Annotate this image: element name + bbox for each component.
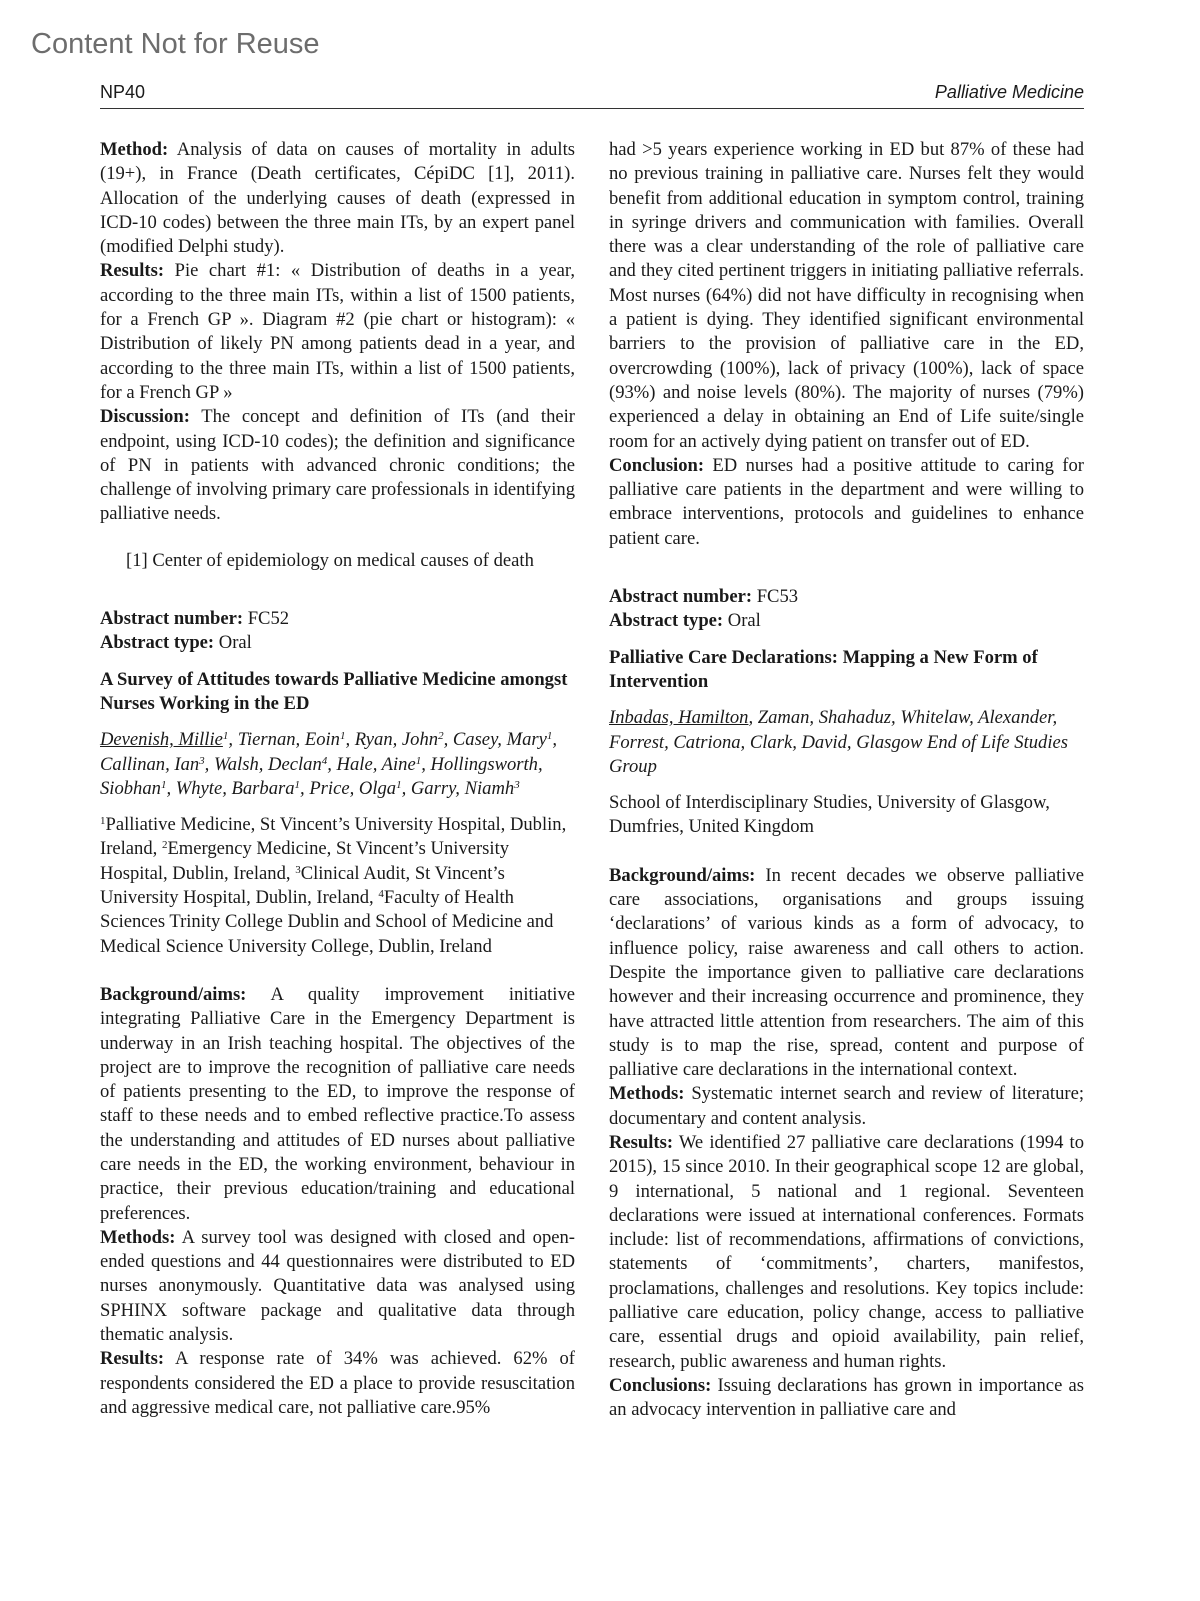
- abstract-type-value: Oral: [723, 610, 761, 632]
- author-superscript: 3: [199, 754, 205, 767]
- author-name: , Tiernan, Eoin: [228, 729, 340, 751]
- abstract-type-label: Abstract type:: [609, 610, 724, 632]
- author-name: , Price, Olga: [300, 777, 397, 799]
- reference-1: [1] Center of epidemiology on medical causes of death: [126, 549, 534, 571]
- abstract-type-value: Oral: [214, 632, 252, 654]
- page-number: NP40: [100, 82, 146, 102]
- methods-paragraph: [100, 1226, 575, 1347]
- background-text: A quality improvement initiative integrating Palliative Care in the Emergency Department is underway in an Irish teaching hospital. The objectives of the project are to improve the recognition of palliative care needs of patients presenting to the ED, to improve the response of staff to these needs and to embed reflective practice.To assess the understanding and attitudes of ED nurses about palliative care needs in the ED, the working environment, behaviour in practice, their previous education/training and educational preferences.: [100, 983, 575, 1224]
- method-text: Analysis of data on causes of mortality in adults (19+), in France (Death certificates, CépiDC [1], 2011). Allocation of the underlying causes of death (expressed in ICD-10 codes) between the three main ITs, by an expert panel (modified Delphi study).: [100, 139, 575, 258]
- affiliation-text: Clinical Audit, St Vincent’s University Hospital, Dublin, Ireland,: [100, 862, 505, 909]
- method-paragraph: [100, 138, 575, 259]
- author-list-fc53: [609, 706, 1084, 779]
- background-text: In recent decades we observe palliative care associations, organisations and groups issuing ‘declarations’ of various kinds as a form of advocacy, to influence policy, raise awareness and call others to action. Despite the importance given to palliative care declarations however and their increasing occurrence and prominence, they have attracted little attention from researchers. The aim of this study is to map the rise, spread, content and purpose of palliative care declarations in the international context.: [609, 864, 1084, 1081]
- affiliation-superscript: 2: [161, 839, 168, 852]
- discussion-text: The concept and definition of ITs (and their endpoint, using ICD-10 codes); the definition and significance of PN in patients with advanced chronic conditions; the challenge of involving primary care professionals in identifying palliative needs.: [100, 406, 575, 525]
- author-superscript: 1: [160, 778, 167, 791]
- abstract-type-fc53: [609, 609, 1084, 633]
- methods-label: Methods:: [609, 1083, 685, 1105]
- affiliation-text: Faculty of Health Sciences Trinity College Dublin and School of Medicine and Medical Science University College, Dublin, Ireland: [100, 887, 554, 957]
- discussion-paragraph: [100, 405, 575, 526]
- conclusion-paragraph: [609, 454, 1084, 551]
- conclusion-text: ED nurses had a positive attitude to caring for palliative care patients in the department and were willing to embrace interventions, protocols and guidelines to enhance patient care.: [609, 454, 1084, 549]
- discussion-label: Discussion:: [100, 406, 190, 428]
- results-paragraph: [100, 259, 575, 405]
- abstract-number-fc53: [609, 585, 1084, 609]
- background-label: Background/aims:: [609, 864, 756, 886]
- methods-label: Methods:: [100, 1226, 176, 1248]
- author-superscript: 1: [546, 730, 553, 743]
- abstract-title-fc53: Palliative Care Declarations: Mapping a New Form of Intervention: [609, 646, 1038, 692]
- abstract-type-fc52: [100, 631, 575, 655]
- author-superscript: 1: [222, 730, 229, 743]
- presenting-author: Devenish, Millie: [100, 729, 223, 751]
- abstract-number-label: Abstract number:: [100, 608, 244, 630]
- conclusions-label: Conclusions:: [609, 1374, 712, 1396]
- abstract-number-value: FC53: [752, 586, 799, 608]
- presenting-author: Inbadas, Hamilton: [609, 707, 749, 729]
- journal-name: Palliative Medicine: [934, 82, 1084, 102]
- affiliation-text: Emergency Medicine, St Vincent’s University Hospital, Dublin, Ireland,: [100, 838, 510, 884]
- background-paragraph-fc53: [609, 864, 1084, 1083]
- author-name: , Garry, Niamh: [401, 777, 515, 799]
- results-label: Results:: [100, 1348, 165, 1370]
- author-superscript: 1: [396, 778, 402, 791]
- author-name: , Walsh, Declan: [204, 753, 322, 775]
- left-column: [100, 138, 575, 1420]
- conclusions-text: Issuing declarations has grown in importance as an advocacy intervention in palliative care and: [609, 1374, 1084, 1421]
- results-text: Pie chart #1: « Distribution of deaths in a year, according to the three main ITs, within a list of 1500 patients, for a French GP ». Diagram #2 (pie chart or histogram): « Distribution of likely PN among patients dead in a year, and according to the three main ITs, within a list of 1500 patients, for a French GP »: [100, 260, 575, 403]
- affiliation-fc53: School of Interdisciplinary Studies, University of Glasgow, Dumfries, United Kingdom: [609, 792, 1050, 838]
- author-name: , Casey, Mary: [443, 729, 547, 751]
- author-name: , Callinan, Ian: [100, 729, 558, 775]
- author-superscript: 1: [294, 778, 301, 791]
- author-superscript: 1: [415, 754, 422, 767]
- author-name: , Hale, Aine: [327, 753, 416, 775]
- watermark: Content Not for Reuse: [31, 28, 320, 60]
- continuation-paragraph: had >5 years experience working in ED but 87% of these had no previous training in palliative care. Nurses felt they would benefit from additional education in symptom control, training in syringe drivers and communication with families. Overall there was a clear understanding of the role of palliative care and they cited pertinent triggers in initiating palliative referrals. Most nurses (64%) did not have difficulty in recognising when a patient is dying. They identified significant environmental barriers to the provision of palliative care in the ED, overcrowding (100%), lack of privacy (100%), lack of space (93%) and noise levels (80%). The majority of nurses (79%) experienced a delay in obtaining an End of Life suite/single room for an actively dying patient on transfer out of ED.: [609, 139, 1084, 452]
- results-text: A response rate of 34% was achieved. 62% of respondents considered the ED a place to provide resuscitation and aggressive medical care, not palliative care.95%: [100, 1348, 575, 1418]
- author-name: , Whyte, Barbara: [166, 777, 295, 799]
- background-paragraph: [100, 983, 575, 1226]
- results-paragraph-fc52: [100, 1347, 575, 1420]
- abstract-number-value: FC52: [243, 608, 290, 630]
- affiliation-superscript: 4: [378, 888, 384, 901]
- results-label: Results:: [609, 1131, 674, 1153]
- results-text: We identified 27 palliative care declarations (1994 to 2015), 15 since 2010. In their geographical scope 12 are global, 9 international, 5 national and 1 regional. Seventeen declarations were issued at international conferences. Formats include: list of recommendations, affirmations of convictions, statements of ‘commitments’, charters, manifestos, proclamations, challenges and resolutions. Key topics include: palliative care education, policy change, access to palliative care, essential drugs and opioid availability, pain relief, research, public awareness and human rights.: [609, 1131, 1084, 1372]
- affiliation-superscript: 3: [295, 863, 301, 876]
- author-name: , Hollingsworth, Siobhan: [100, 753, 543, 799]
- author-superscript: 3: [514, 778, 520, 791]
- abstract-type-label: Abstract type:: [100, 632, 215, 654]
- author-superscript: 4: [321, 754, 328, 767]
- right-column: [609, 138, 1084, 1423]
- affiliation-superscript: 1: [100, 815, 106, 828]
- abstract-number-label: Abstract number:: [609, 586, 753, 608]
- results-paragraph-fc53: [609, 1131, 1084, 1374]
- conclusion-label: Conclusion:: [609, 454, 705, 476]
- methods-text: A survey tool was designed with closed and open-ended questions and 44 questionnaires were distributed to ED nurses anonymously. Quantitative data was analysed using SPHINX software package and qualitative data through thematic analysis.: [100, 1226, 575, 1346]
- method-label: Method:: [100, 139, 169, 160]
- author-name: , Ryan, John: [345, 729, 439, 751]
- abstract-title-fc52: A Survey of Attitudes towards Palliative Medicine amongst Nurses Working in the ED: [100, 668, 568, 714]
- methods-text: Systematic internet search and review of literature; documentary and content analysis.: [609, 1083, 1084, 1129]
- results-label: Results:: [100, 260, 165, 282]
- affiliation-text: Palliative Medicine, St Vincent’s University Hospital, Dublin, Ireland,: [100, 814, 567, 860]
- affiliations-fc52: [100, 813, 575, 959]
- conclusions-paragraph-fc53: [609, 1374, 1084, 1423]
- methods-paragraph-fc53: [609, 1082, 1084, 1131]
- running-header: [100, 80, 1084, 109]
- abstract-number-fc52: [100, 607, 575, 631]
- author-superscript: 1: [339, 730, 346, 743]
- author-names: , Zaman, Shahaduz, Whitelaw, Alexander, Forrest, Catriona, Clark, David, Glasgow End of Life Studies Group: [609, 707, 1068, 777]
- author-list-fc52: [100, 728, 575, 801]
- author-superscript: 2: [438, 730, 444, 743]
- background-label: Background/aims:: [100, 983, 247, 1005]
